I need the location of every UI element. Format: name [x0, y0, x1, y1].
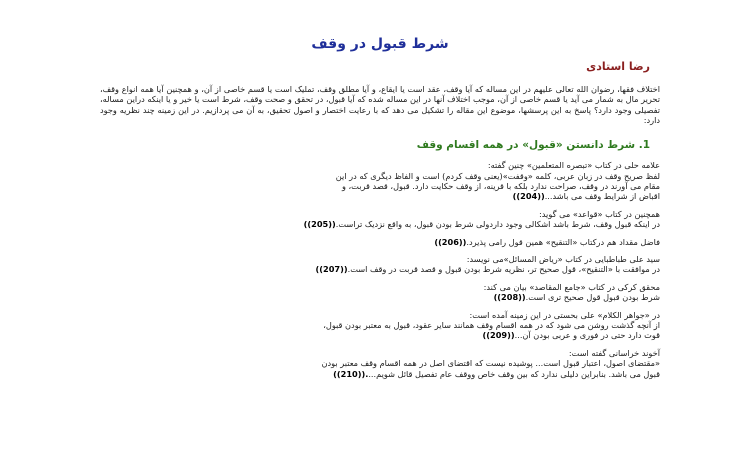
paragraph: [100, 237, 660, 247]
intro-paragraph: اختلاف فقها، رضوان الله تعالی علیهم در این مساله که آیا وقف، عقد است یا ایقاع، و آیا مطلق وقف، تملیک است یا قسم خاصی از آن، و همچنین آیا همه انواع وقف، تحریر مال به شمار می آید یا قسم خاصی از آن، موجب اختلاف آنها در این مساله شده که آیا قبول، در تحقق و صحت وقف، شرط است یا خیر و یا اینکه دراین مساله، تفصیلی وجود دارد؟ پاسخ به این پرسشها، موضوع این مقاله را تشکیل می دهد که با رعایت اختصار و اصول تحقیق، به آن می پردازیم. در این زمینه چند نظریه وجود دارد:: [100, 84, 660, 125]
paragraph-line: فاضل مقداد هم درکتاب «التنقیح» همین قول رامی پذیرد.: [466, 236, 660, 247]
paragraph: [100, 310, 660, 341]
paragraph-line: آخوند خراسانی گفته است:: [568, 347, 660, 358]
article-title: شرط قبول در وقف: [311, 36, 449, 52]
paragraph-line: از آنچه گذشت روشن می شود که در همه اقسام وقف همانند سایر عقود، قبول به معتبر بودن قبول،: [323, 320, 660, 331]
footnote-ref[interactable]: ((207)): [315, 264, 348, 275]
footnote-ref[interactable]: ((209)): [482, 330, 515, 341]
paragraph: [100, 254, 660, 275]
paragraph-line: در موافقت با «التنقیح»، قول صحیح تر، نظریه شرط بودن قبول و قصد قربت در وقف است.: [347, 264, 660, 275]
article: [100, 30, 660, 379]
footnote-ref[interactable]: ((206)): [434, 236, 467, 247]
paragraph: [100, 160, 660, 202]
paragraph-line: همچنین در کتاب «قواعد» می گوید:: [539, 208, 660, 219]
paragraph-line: مقام می آورند در وقف، صراحت ندارد بلکه با قرینه، از وقف حکایت دارد. قبول، قصد قربت، و: [341, 181, 660, 191]
footnote-ref[interactable]: ((204)): [512, 191, 545, 202]
paragraph-line: در «جواهر الکلام» علی بحستی در این زمینه آمده است:: [469, 309, 660, 320]
paragraph-line: شرط بودن قبول قول صحیح تری است.: [525, 292, 660, 303]
paragraph-line: «مقتضای اصول، اعتبار قبول است... پوشیده نیست که اقتضای اصل در همه اقسام وقف معتبر بودن: [321, 358, 660, 369]
footnote-ref[interactable]: ((210)).: [333, 368, 369, 379]
paragraph: [100, 209, 660, 230]
paragraph-line: اقباض از شرایط وقف می باشد...: [544, 191, 660, 202]
paragraph-line: قوت دارد حتی در فوری و عربی بودن آن...: [514, 330, 660, 341]
paragraph-line: سید علی طباطبایی در کتاب «ریاض المسائل»می نویسد:: [466, 254, 660, 265]
footnote-ref[interactable]: ((208)): [493, 292, 526, 303]
author-name: رضا استادی: [586, 60, 650, 73]
paragraph: [100, 282, 660, 303]
paragraph-line: قبول می باشد. بنابراین دلیلی ندارد که بین وقف خاص ووقف عام تفصیل قائل شویم...: [368, 368, 660, 379]
footnote-ref[interactable]: ((205)): [303, 219, 336, 230]
paragraph-line: علامه حلی در کتاب «تبصره المتعلمین» چنین گفته:: [487, 160, 660, 171]
paragraph-line: لفظ صریح وقف در زبان عربی، کلمه «وقفت»(یعنی وقف کردم) است و الفاظ دیگری که در این: [335, 170, 660, 181]
paragraph-line: محقق کرکی در کتاب «جامع المقاصد» بیان می کند:: [483, 281, 660, 292]
paragraph-line: در اینکه قبول وقف، شرط باشد اشکالی وجود داردولی شرط بودن قبول، به واقع نزدیک تراست.: [335, 219, 660, 230]
paragraph: [100, 348, 660, 379]
section-heading: 1. شرط دانستن «قبول» در همه اقسام وقف: [416, 139, 650, 152]
